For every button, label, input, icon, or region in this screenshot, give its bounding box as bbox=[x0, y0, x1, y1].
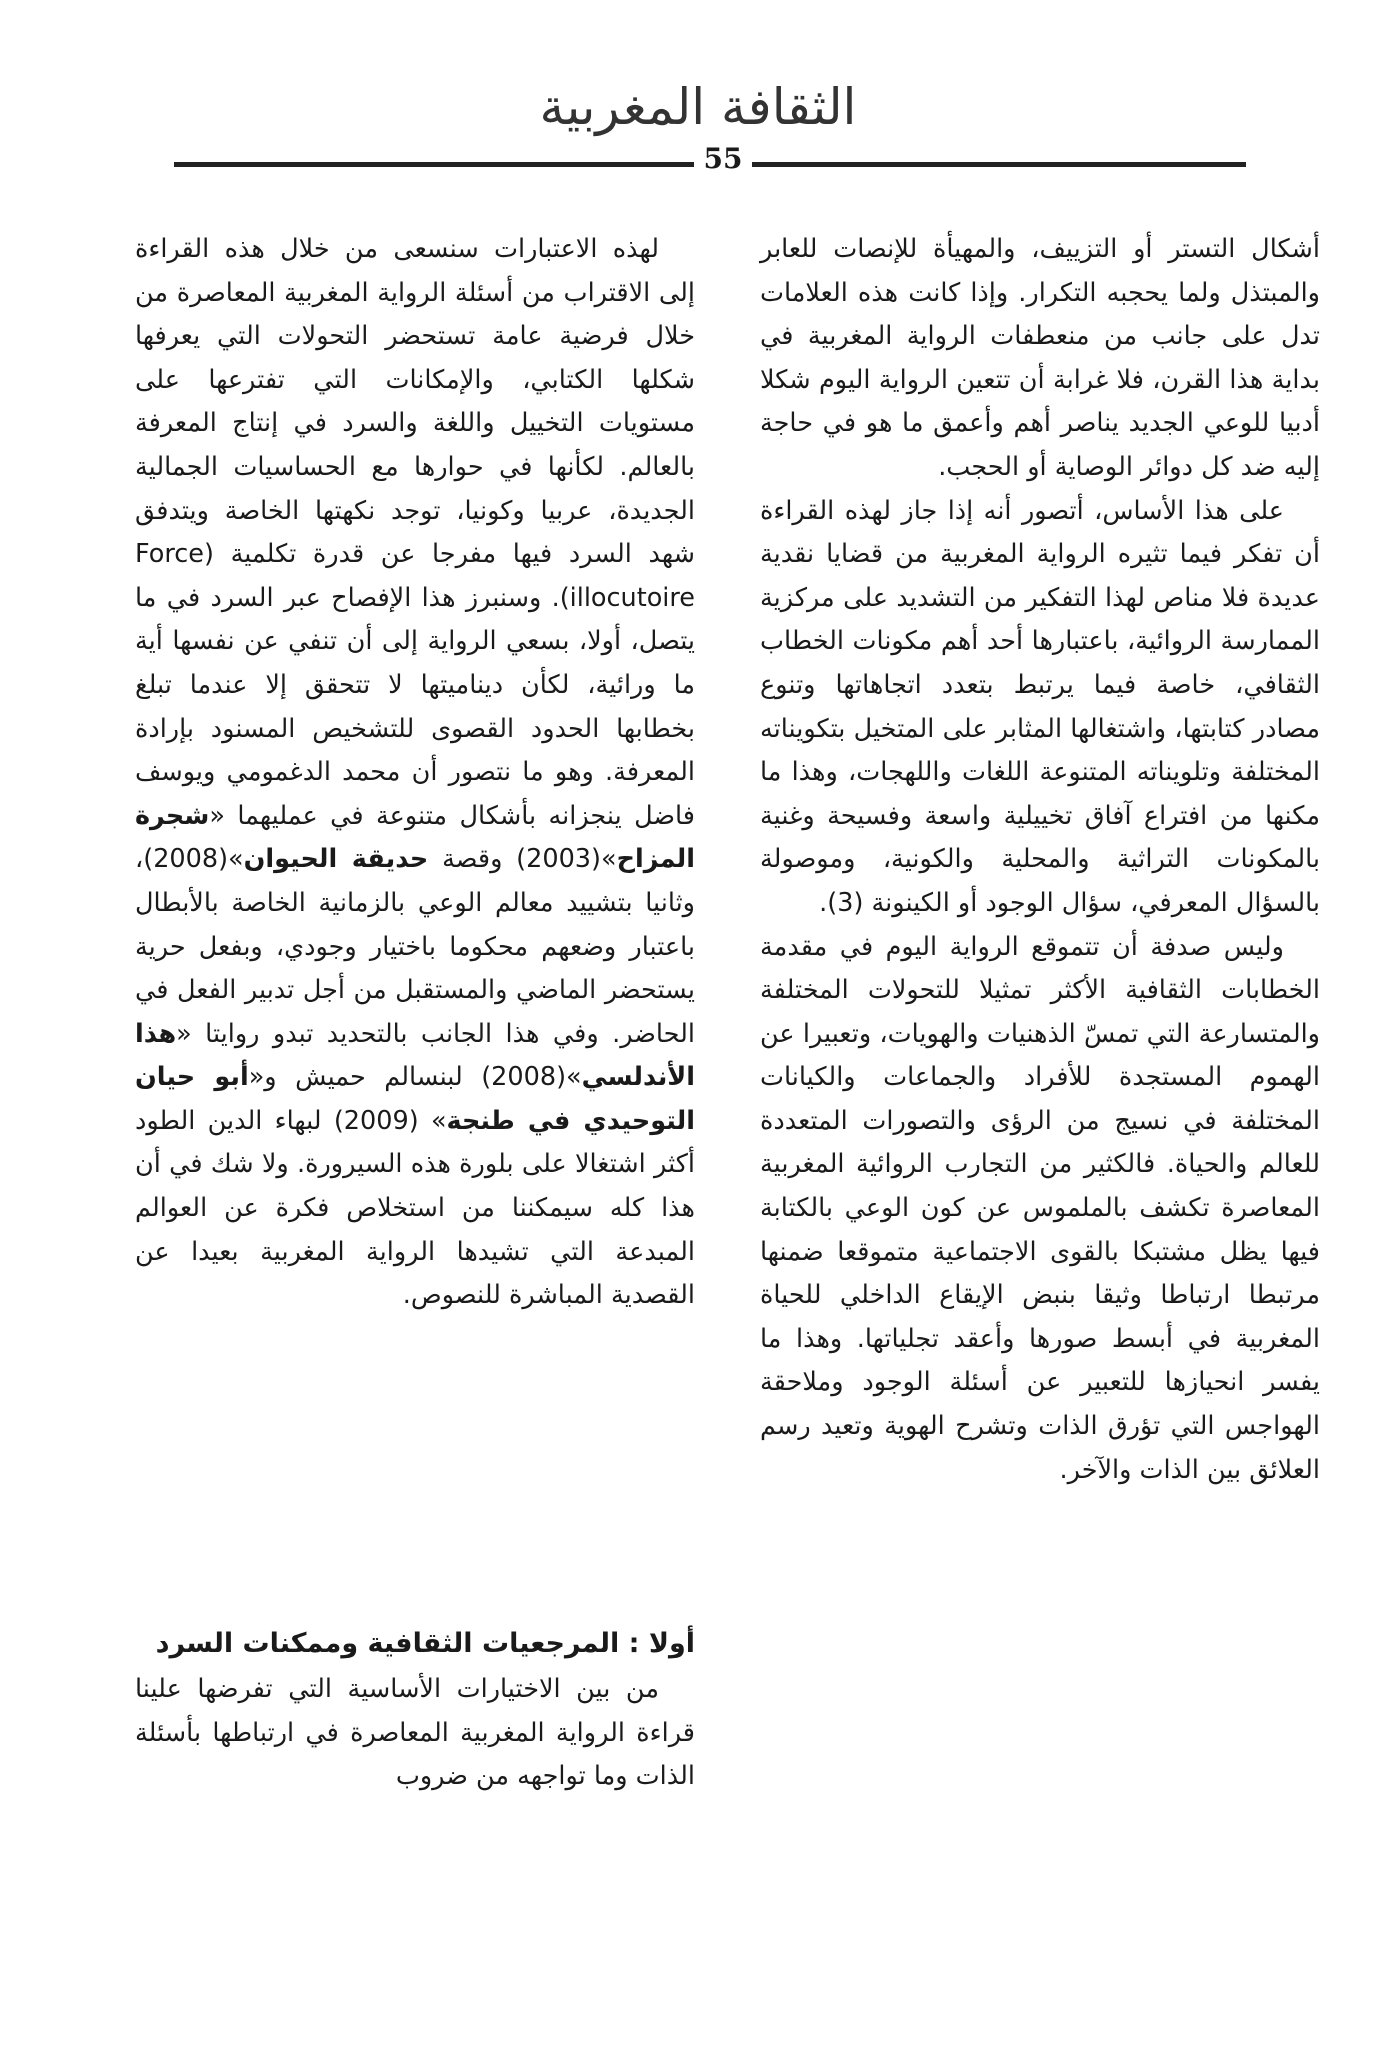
left-paragraph-1-part-c: ، وثانيا بتشييد معالم الوعي بالزمانية الخاصة بالأبطال باعتبار وضعهم محكوما باختيار وجودي، وبفعل حرية يستحضر الماضي والمستقبل من أجل تدبير الفعل في الحاضر. وفي هذا الجانب بالتحديد تبدو روايتا « bbox=[135, 844, 695, 1049]
work-title-shajarat-al-mizah: شجرة المزاح bbox=[135, 800, 695, 875]
left-paragraph-2: من بين الاختيارات الأساسية التي تفرضها علينا قراءة الرواية المغربية المعاصرة في ارتباطها بأسئلة الذات وما تواجهه من ضروب bbox=[135, 1674, 695, 1792]
left-paragraph-1 bbox=[135, 228, 695, 1318]
work-title-abu-hayyan: أبو حيان التوحيدي في طنجة bbox=[135, 1062, 696, 1136]
right-paragraph-1: أشكال التستر أو التزييف، والمهيأة للإنصات للعابر والمبتذل ولما يحجبه التكرار. وإذا كانت هذه العلامات تدل على جانب من منعطفات الرواية المغربية في بداية هذا القرن، فلا غرابة أن تتعين الرواية اليوم شكلا أدبيا للوعي الجديد يناصر أهم وأعمق ما هو في حاجة إليه ضد كل دوائر الوصاية أو الحجب. bbox=[760, 234, 1320, 482]
left-paragraph-1-part-d: لبنسالم حميش و« bbox=[248, 1062, 482, 1093]
left-column-section bbox=[135, 1668, 695, 1799]
work-year-2: »(2008) bbox=[143, 844, 244, 875]
work-quote-close: » bbox=[430, 1105, 447, 1136]
work-title-hadha-al-andalusi: هذا الأندلسي bbox=[135, 1018, 695, 1093]
page-number: 55 bbox=[703, 142, 743, 175]
left-column bbox=[135, 228, 695, 1318]
header-rule-left bbox=[174, 162, 694, 167]
left-paragraph-1-part-b: وقصة bbox=[428, 844, 517, 875]
right-paragraph-3: وليس صدفة أن تتموقع الرواية اليوم في مقدمة الخطابات الثقافية الأكثر تمثيلا للتحولات المختلفة والمتسارعة التي تمسّ الذهنيات والهويات، وتعبيرا عن الهموم المستجدة للأفراد والجماعات والكيانات المختلفة في نسيج من الرؤى والتصورات المتعددة للعالم والحياة. فالكثير من التجارب الروائية المغربية المعاصرة تكشف بالملموس عن كون الوعي بالكتابة فيها يظل مشتبكا بالقوى الاجتماعية متموقعا ضمنها مرتبطا ارتباطا وثيقا بنبض الإيقاع الداخلي للحياة المغربية في أبسط صورها وأعقد تجلياتها. وهذا ما يفسر انحيازها للتعبير عن أسئلة الوجود وملاحقة الهواجس التي تؤرق الذات وتشرح الهوية وتعيد رسم العلائق بين الذات والآخر. bbox=[760, 931, 1320, 1485]
work-year-1: »(2003) bbox=[516, 844, 617, 875]
left-paragraph-1-part-e: (2009) لبهاء الدين الطود أكثر اشتغالا على بلورة هذه السيرورة. ولا شك في أن هذا كله سيمكننا من استخلاص فكرة عن العوالم المبدعة التي تشيدها الرواية المغربية بعيدا عن القصدية المباشرة للنصوص. bbox=[135, 1105, 695, 1311]
right-paragraph-2: على هذا الأساس، أتصور أنه إذا جاز لهذه القراءة أن تفكر فيما تثيره الرواية المغربية من قضايا نقدية عديدة فلا مناص لهذا التفكير من التشديد على مركزية الممارسة الروائية، باعتبارها أحد أهم مكونات الخطاب الثقافي، خاصة فيما يرتبط بتعدد اتجاهاتها وتنوع مصادر كتابتها، واشتغالها المثابر على المتخيل بتكويناته المختلفة وتلويناته المتنوعة اللغات واللهجات، وهذا ما مكنها من افتراع آفاق تخييلية واسعة وفسيحة وغنية بالمكونات التراثية والمحلية والكونية، وموصولة بالسؤال المعرفي، سؤال الوجود أو الكينونة (3). bbox=[760, 495, 1320, 918]
journal-title: الثقافة المغربية bbox=[539, 78, 857, 136]
header-rule-right bbox=[752, 162, 1246, 167]
left-paragraph-1-part-a: لهذه الاعتبارات سنسعى من خلال هذه القراءة إلى الاقتراب من أسئلة الرواية المغربية المعاصرة من خلال فرضية عامة تستحضر التحولات التي يعرفها شكلها الكتابي، والإمكانات التي تفترعها على مستويات التخييل واللغة والسرد في إنتاج المعرفة بالعالم. لكأنها في حوارها مع الحساسيات الجمالية الجديدة، عربيا وكونيا، توجد نكهتها الخاصة ويتدفق شهد السرد فيها مفرجا عن قدرة تكلمية (Force illocutoire). وسنبرز هذا الإفصاح عبر السرد في ما يتصل، أولا، بسعي الرواية إلى أن تنفي عن نفسها أية ما ورائية، لكأن ديناميتها لا تتحقق إلا عندما تبلغ بخطابها الحدود القصوى للتشخيص المسنود بإرادة المعرفة. وهو ما نتصور أن محمد الدغمومي ويوسف فاضل ينجزانه بأشكال متنوعة في عمليهما « bbox=[135, 234, 695, 831]
work-year-3: »(2008) bbox=[481, 1062, 582, 1093]
right-column bbox=[760, 228, 1320, 1492]
work-title-hadiqat-al-hayawan: حديقة الحيوان bbox=[243, 844, 429, 875]
section-heading: أولا : المرجعيات الثقافية وممكنات السرد bbox=[155, 1628, 695, 1659]
